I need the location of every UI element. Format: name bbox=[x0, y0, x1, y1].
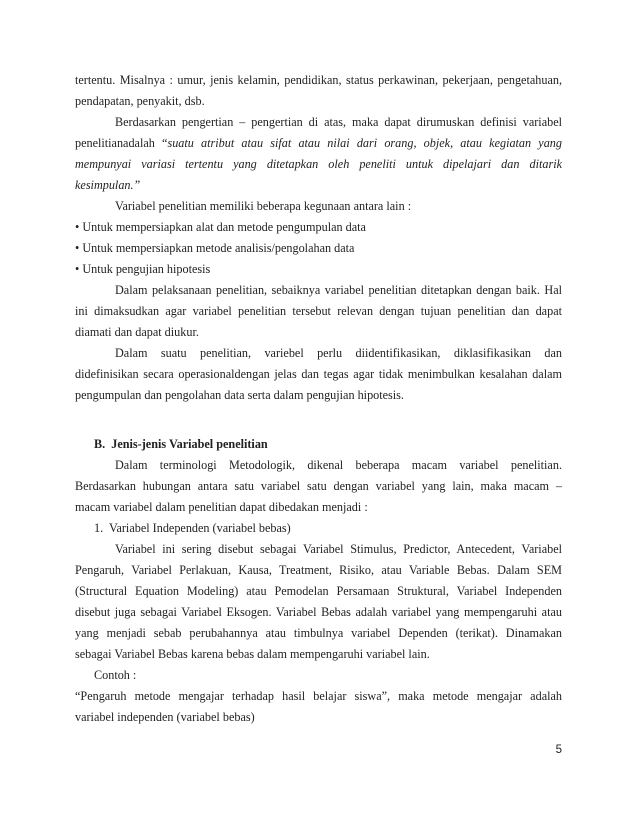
italic-definition: suatu atribut atau sifat atau nilai dari orang, objek, atau kegiatan yang bbox=[167, 136, 562, 150]
page-number: 5 bbox=[555, 744, 562, 756]
text-line: Pengaruh, Variabel Perlakuan, Kausa, Treatment, Risiko, atau Variable Bebas. Dalam SEM bbox=[75, 563, 562, 577]
text-line: Berdasarkan hubungan antara satu variabel satu dengan variabel yang lain, maka macam – bbox=[75, 479, 562, 493]
bullet-item: • Untuk pengujian hipotesis bbox=[75, 262, 211, 276]
text-line: Dalam suatu penelitian, variebel perlu diidentifikasikan, diklasifikasikan dan bbox=[115, 346, 562, 360]
text-line: pendapatan, penyakit, dsb. bbox=[75, 94, 205, 108]
section-heading: B. Jenis-jenis Variabel penelitian bbox=[94, 437, 268, 451]
text-line: pengumpulan dan pengolahan data serta dalam pengujian hipotesis. bbox=[75, 388, 404, 402]
text-line: Berdasarkan pengertian – pengertian di atas, maka dapat dirumuskan definisi variabel bbox=[115, 115, 562, 129]
text-line: didefinisikan secara operasionaldengan jelas dan tegas agar tidak menimbulkan kesalahan dalam bbox=[75, 367, 562, 381]
text-line bbox=[75, 136, 562, 151]
text-line: Dalam pelaksanaan penelitian, sebaiknya variabel penelitian ditetapkan dengan baik. Hal bbox=[115, 283, 562, 297]
text-line: Variabel penelitian memiliki beberapa kegunaan antara lain : bbox=[115, 199, 412, 213]
text-line: variabel independen (variabel bebas) bbox=[75, 710, 255, 724]
numbered-subheading: 1. Variabel Independen (variabel bebas) bbox=[94, 521, 291, 535]
italic-definition: kesimpulan.” bbox=[75, 178, 141, 192]
text-line: disebut juga sebagai Variabel Eksogen. Variabel Bebas adalah variabel yang mempengaruhi atau bbox=[75, 605, 562, 619]
text-line: yang menjadi sebab perubahannya atau timbulnya variabel Dependen (terikat). Dinamakan bbox=[75, 626, 562, 640]
text-line: sebagai Variabel Bebas karena bebas dalam mempengaruhi variabel lain. bbox=[75, 647, 430, 661]
text-line: diamati dan dapat diukur. bbox=[75, 325, 199, 339]
text-line: tertentu. Misalnya : umur, jenis kelamin, pendidikan, status perkawinan, pekerjaan, pengetahuan, bbox=[75, 73, 562, 87]
italic-definition: mempunyai variasi tertentu yang ditetapkan oleh peneliti untuk dipelajari dan ditarik bbox=[75, 157, 562, 171]
example-label: Contoh : bbox=[94, 668, 137, 682]
bullet-item: • Untuk mempersiapkan metode analisis/pengolahan data bbox=[75, 241, 355, 255]
text-line: Variabel ini sering disebut sebagai Variabel Stimulus, Predictor, Antecedent, Variabel bbox=[115, 542, 562, 556]
text-line: ini dimaksudkan agar variabel penelitian tersebut relevan dengan tujuan penelitian dan dapat bbox=[75, 304, 562, 318]
text-run: penelitianadalah “ bbox=[75, 136, 168, 150]
text-line: Dalam terminologi Metodologik, dikenal beberapa macam variabel penelitian. bbox=[115, 458, 562, 472]
text-line: “Pengaruh metode mengajar terhadap hasil belajar siswa”, maka metode mengajar adalah bbox=[75, 689, 562, 703]
text-line: macam variabel dalam penelitian dapat dibedakan menjadi : bbox=[75, 500, 368, 514]
text-line: (Structural Equation Modeling) atau Pemodelan Persamaan Struktural, Variabel Independen bbox=[75, 584, 562, 598]
bullet-item: • Untuk mempersiapkan alat dan metode pengumpulan data bbox=[75, 220, 366, 234]
